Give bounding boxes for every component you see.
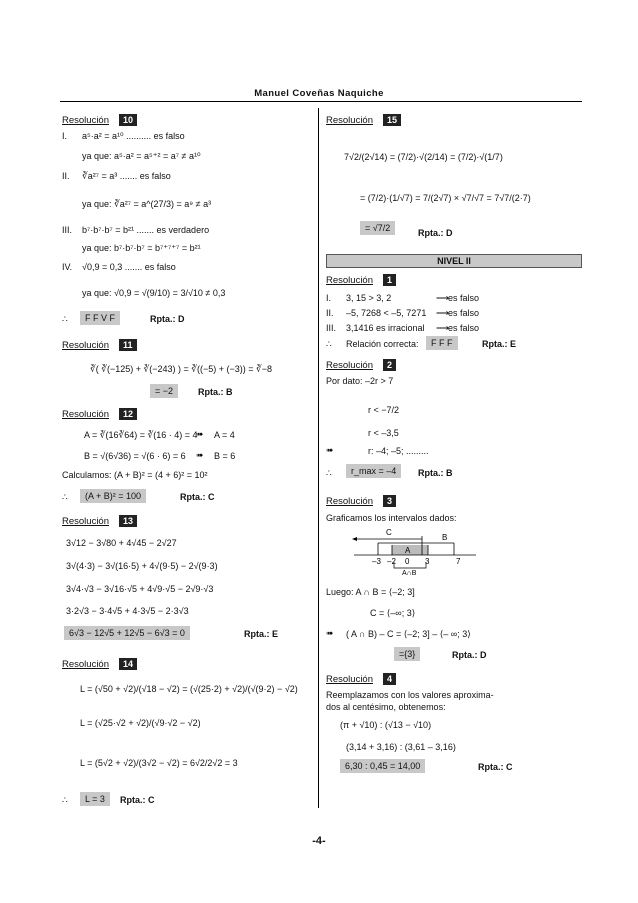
answer-rpta: Rpta.: C — [478, 762, 513, 772]
arrow-icon: ➠ — [196, 450, 204, 460]
answer-box: L = 3 — [80, 792, 110, 806]
therefore-icon: ∴ — [326, 339, 332, 349]
resolution-15-heading — [326, 114, 401, 126]
resolution-12-heading — [62, 408, 137, 420]
r14-line-1: L = (√50 + √2)/(√18 − √2) = (√(25·2) + √2)/(√(9·2) − √2) — [80, 684, 298, 694]
answer-box: = −2 — [150, 384, 178, 398]
arrow-icon: ⟶ — [436, 323, 449, 333]
item-ii-mark: II. — [62, 171, 70, 181]
n4-calc: (3,14 + 3,16) : (3,61 – 3,16) — [346, 742, 456, 752]
item-iv-mark: IV. — [62, 262, 73, 272]
n1-iii-statement: 3,1416 es irracional — [346, 323, 425, 333]
resolution-number: 4 — [383, 673, 396, 685]
tick-label: 0 — [405, 557, 410, 566]
n1-i-mark: I. — [326, 293, 332, 303]
interval-diagram — [350, 526, 480, 576]
resolution-number: 1 — [383, 274, 396, 286]
tick-label: 7 — [456, 557, 461, 566]
answer-rpta: Rpta.: B — [198, 387, 233, 397]
arrow-icon: ➠ — [326, 445, 334, 455]
therefore-icon: ∴ — [62, 795, 68, 805]
n1-ii-statement: –5, 7268 < –5, 7271 — [346, 308, 427, 318]
resolution-14-heading — [62, 658, 137, 670]
header-rule — [60, 101, 582, 102]
r12-b-line: B = √(6√36) = √(6 · 6) = 6 — [84, 451, 186, 461]
n3-c-def: C = ⟨–∞; 3⟩ — [370, 608, 416, 618]
therefore-icon: ∴ — [62, 314, 68, 324]
therefore-icon: ∴ — [62, 492, 68, 502]
answer-box: r_max = –4 — [346, 464, 401, 478]
n1-ii-result: es falso — [448, 308, 480, 318]
item-iv-reason: ya que: √0,9 = √(9/10) = 3/√10 ≠ 0,3 — [82, 288, 226, 298]
interval-c-arrow — [352, 537, 357, 541]
answer-rpta: Rpta.: D — [418, 228, 453, 238]
item-i-mark: I. — [62, 131, 68, 141]
answer-rpta: Rpta.: C — [120, 795, 155, 805]
n4-expression: (π + √10) : (√13 − √10) — [340, 720, 432, 730]
resolution-label: Resolución — [62, 115, 109, 126]
answer-rpta: Rpta.: B — [418, 468, 453, 478]
answer-box: = √7/2 — [360, 221, 395, 235]
resolution-number: 15 — [383, 114, 401, 126]
r12-a-line: A = ∛(16∛64) = ∛(16 · 4) = 4 — [84, 430, 198, 440]
resolution-number: 13 — [119, 515, 137, 527]
resolution-label: Resolución — [326, 115, 373, 126]
intersection-bracket — [394, 562, 426, 568]
n2-dato: Por dato: –2r > 7 — [326, 376, 394, 386]
arrow-icon: ➠ — [326, 628, 334, 638]
r13-line-4: 3·2√3 − 3·4√5 + 4·3√5 − 2·3√3 — [66, 606, 189, 616]
answer-box: (A + B)² = 100 — [80, 489, 146, 503]
n4-intro-1: Reemplazamos con los valores aproxima- — [326, 690, 494, 700]
level-banner: NIVEL II — [326, 254, 582, 268]
answer-rpta: Rpta.: C — [180, 492, 215, 502]
item-iii-mark: III. — [62, 225, 73, 235]
n2-heading — [326, 359, 396, 371]
item-ii-reason: ya que: ∛a²⁷ = a^(27/3) = a⁹ ≠ a³ — [82, 199, 212, 209]
page-number: -4- — [312, 835, 326, 847]
answer-rpta: Rpta.: D — [150, 314, 185, 324]
therefore-icon: ∴ — [326, 468, 332, 478]
page-header: Manuel Coveñas Naquiche — [254, 88, 384, 99]
n1-i-result: es falso — [448, 293, 480, 303]
n4-heading — [326, 673, 396, 685]
resolution-label: Resolución — [326, 496, 373, 507]
r12-calc: Calculamos: (A + B)² = (4 + 6)² = 10² — [62, 470, 208, 480]
n4-intro-2: dos al centésimo, obtenemos: — [326, 702, 446, 712]
resolution-number: 2 — [383, 359, 396, 371]
n1-iii-mark: III. — [326, 323, 337, 333]
item-iii-statement: b⁷·b⁷·b⁷ = b²¹ ....... es verdadero — [82, 225, 210, 235]
tick-label: –2 — [387, 557, 396, 566]
arrow-icon: ⟶ — [436, 308, 449, 318]
resolution-label: Resolución — [326, 360, 373, 371]
set-anb-label: A∩B — [402, 570, 417, 576]
r13-line-3: 3√4·√3 − 3√16·√5 + 4√9·√5 − 2√9·√3 — [66, 584, 214, 594]
set-a-label: A — [405, 546, 411, 555]
resolution-number: 3 — [383, 495, 396, 507]
n2-line-2: r < –3,5 — [368, 428, 399, 438]
n3-difference: ( A ∩ B) – C = ⟨–2; 3] – ⟨– ∞; 3⟩ — [346, 629, 471, 639]
set-c-label: C — [386, 528, 392, 537]
resolution-number: 10 — [119, 114, 137, 126]
n1-iii-result: es falso — [448, 323, 480, 333]
resolution-label: Resolución — [62, 516, 109, 527]
item-i-statement: a⁵·a² = a¹⁰ .......... es falso — [82, 131, 185, 141]
resolution-13-heading — [62, 515, 137, 527]
resolution-label: Resolución — [62, 409, 109, 420]
resolution-number: 11 — [119, 339, 137, 351]
resolution-label: Resolución — [62, 340, 109, 351]
r12-b-result: B = 6 — [214, 451, 236, 461]
resolution-10-heading — [62, 114, 137, 126]
resolution-number: 14 — [119, 658, 137, 670]
answer-box: 6√3 − 12√5 + 12√5 − 6√3 = 0 — [64, 626, 190, 640]
answer-box: F F V F — [80, 311, 120, 325]
answer-rpta: Rpta.: E — [482, 339, 517, 349]
item-iv-statement: √0,9 = 0,3 ....... es falso — [82, 262, 176, 272]
answer-box: F F F — [426, 336, 458, 350]
arrow-icon: ➠ — [196, 429, 204, 439]
item-ii-statement: ∛a²⁷ = a³ ....... es falso — [82, 171, 171, 181]
resolution-label: Resolución — [62, 659, 109, 670]
answer-rpta: Rpta.: E — [244, 629, 279, 639]
r14-line-3: L = (5√2 + √2)/(3√2 − √2) = 6√2/2√2 = 3 — [80, 758, 238, 768]
set-b-label: B — [442, 533, 448, 542]
r15-line-1: 7√2/(2√14) = (7/2)·√(2/14) = (7/2)·√(1/7) — [344, 152, 503, 162]
r15-line-2: = (7/2)·(1/√7) = 7/(2√7) × √7/√7 = 7√7/(2·7) — [360, 193, 531, 203]
n3-heading — [326, 495, 396, 507]
resolution-number: 12 — [119, 408, 137, 420]
resolution-label: Resolución — [326, 674, 373, 685]
item-iii-reason: ya que: b⁷·b⁷·b⁷ = b⁷⁺⁷⁺⁷ = b²¹ — [82, 243, 201, 253]
n1-correct-label: Relación correcta: — [346, 339, 419, 349]
n1-i-statement: 3, 15 > 3, 2 — [346, 293, 392, 303]
n3-intro: Graficamos los intervalos dados: — [326, 513, 457, 523]
tick-label: 3 — [425, 557, 430, 566]
r13-line-2: 3√(4·3) − 3√(16·5) + 4√(9·5) − 2√(9·3) — [66, 561, 218, 571]
n2-line-3: r: –4; –5; ......... — [368, 446, 429, 456]
r11-line-1: ∛( ∛(−125) + ∛(−243) ) = ∛((−5) + (−3)) = ∛−8 — [90, 364, 272, 374]
resolution-label: Resolución — [326, 275, 373, 286]
resolution-11-heading — [62, 339, 137, 351]
answer-box: ={3} — [394, 647, 420, 661]
arrow-icon: ⟶ — [436, 293, 449, 303]
r14-line-2: L = (√25·√2 + √2)/(√9·√2 − √2) — [80, 718, 201, 728]
item-i-reason: ya que: a⁵·a² = a⁵⁺² = a⁷ ≠ a¹⁰ — [82, 151, 201, 161]
n2-line-1: r < −7/2 — [368, 405, 400, 415]
answer-rpta: Rpta.: D — [452, 650, 487, 660]
r12-a-result: A = 4 — [214, 430, 235, 440]
answer-box: 6,30 : 0,45 = 14,00 — [340, 759, 425, 773]
n1-heading — [326, 274, 396, 286]
n3-luego: Luego: A ∩ B = ⟨–2; 3] — [326, 587, 415, 597]
n1-ii-mark: II. — [326, 308, 334, 318]
r13-line-1: 3√12 − 3√80 + 4√45 − 2√27 — [66, 538, 177, 548]
column-divider — [318, 108, 319, 808]
tick-label: –3 — [372, 557, 381, 566]
